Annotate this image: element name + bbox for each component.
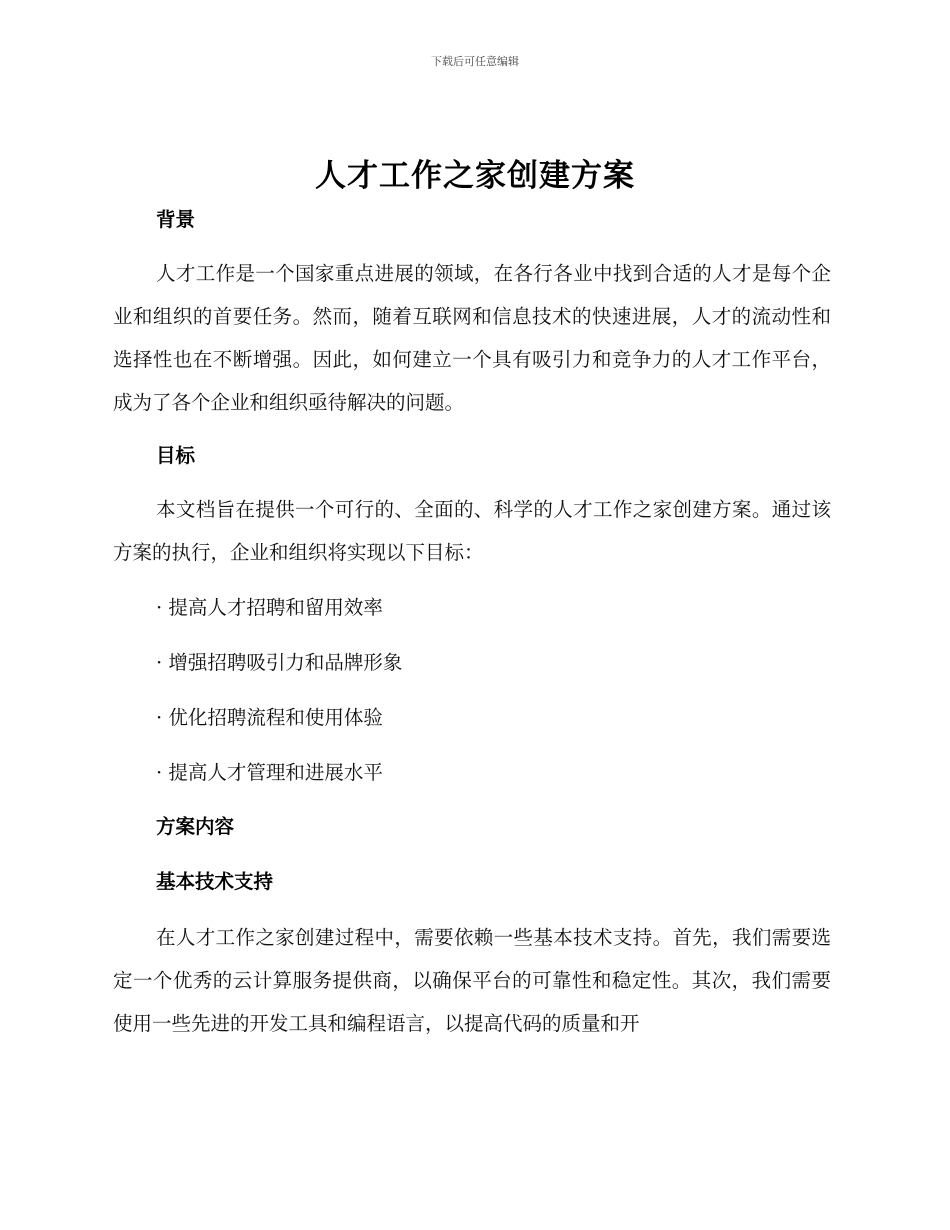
section-heading-background: 背景 [156,208,196,231]
section-heading-plan: 方案内容 [156,815,235,838]
goal-item: · 提高人才管理和进展水平 [156,761,383,784]
goal-item: · 增强招聘吸引力和品牌形象 [156,651,403,674]
background-paragraph: 人才工作是一个国家重点进展的领域，在各行各业中找到合适的人才是每个企业和组织的首要任务。然而，随着互联网和信息技术的快速进展，人才的流动性和选择性也在不断增强。因此，如何建立一个具有吸引力和竞争力的人才工作平台，成为了各个企业和组织亟待解决的问题。 [113,262,831,414]
subsection-heading-tech-support: 基本技术支持 [156,870,274,893]
goals-paragraph: 本文档旨在提供一个可行的、全面的、科学的人才工作之家创建方案。通过该方案的执行，企业和组织将实现以下目标： [113,498,831,564]
tech-support-paragraph: 在人才工作之家创建过程中，需要依赖一些基本技术支持。首先，我们需要选定一个优秀的云计算服务提供商，以确保平台的可靠性和稳定性。其次，我们需要使用一些先进的开发工具和编程语言，以提高代码的质量和开 [113,926,831,1035]
section-heading-goals: 目标 [156,444,196,467]
goal-item: · 提高人才招聘和留用效率 [156,596,383,619]
document-title: 人才工作之家创建方案 [315,158,635,194]
goal-item: · 优化招聘流程和使用体验 [156,706,383,729]
header-note: 下载后可任意编辑 [431,55,519,68]
